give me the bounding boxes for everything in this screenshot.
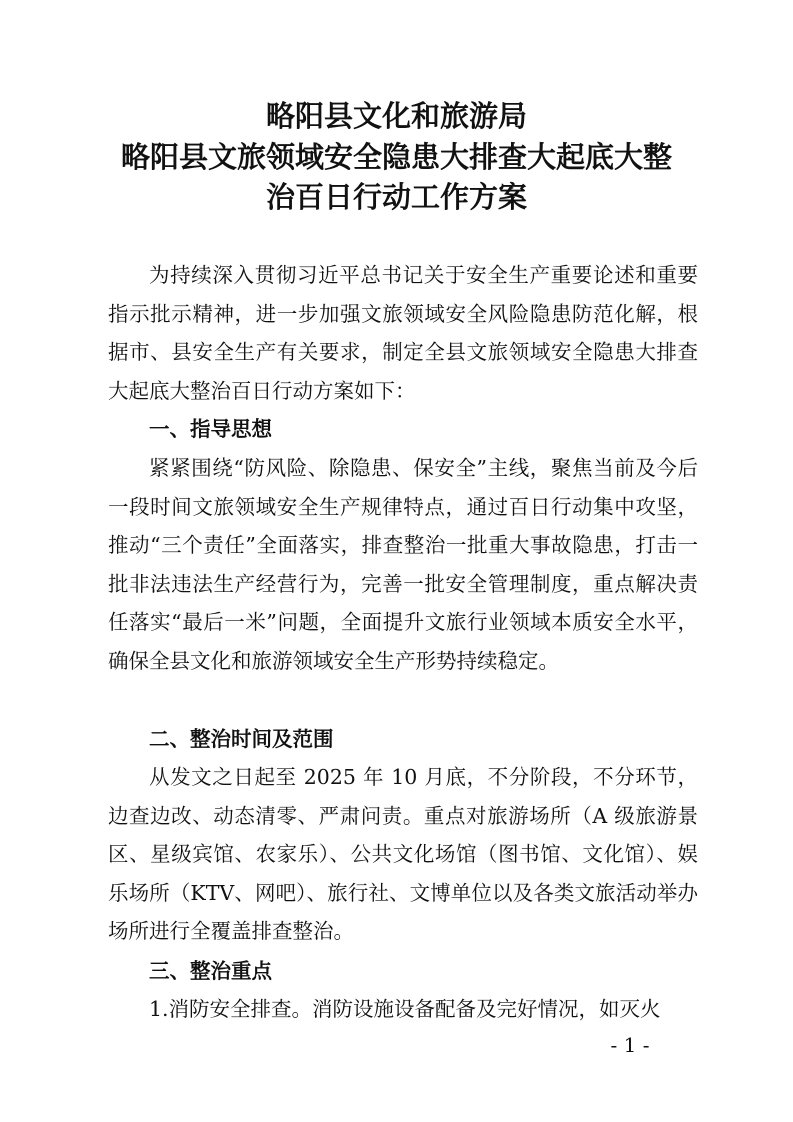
section-heading-guiding-thought: 一、指导思想 (149, 417, 272, 441)
document-title-line-1: 略阳县文化和旅游局 (265, 99, 527, 133)
section-heading-key-points: 三、整治重点 (149, 959, 272, 983)
intro-paragraph: 为持续深入贯彻习近平总书记关于安全生产重要论述和重要指示批示精神，进一步加强文旅领域安全风险隐患防范化解，根据市、县安全生产有关要求，制定全县文旅领域安全隐患大排查大起底大整治百日行动方案如下： (108, 263, 698, 403)
section-paragraph-key-points: 1.消防安全排查。消防设施设备配备及完好情况，如灭火 (149, 997, 661, 1021)
page-number: - 1 - (610, 1033, 650, 1057)
section-heading-time-and-scope: 二、整治时间及范围 (149, 727, 334, 751)
document-title-line-3: 治百日行动工作方案 (265, 180, 527, 214)
section-paragraph-guiding-thought: 紧紧围绕“防风险、除隐患、保安全”主线，聚焦当前及今后一段时间文旅领域安全生产规律特点，通过百日行动集中攻坚，推动“三个责任”全面落实，排查整治一批重大事故隐患，打击一批非法违法生产经营行为，完善一批安全管理制度，重点解决责任落实“最后一米”问题，全面提升文旅行业领域本质安全水平，确保全县文化和旅游领域安全生产形势持续稳定。 (108, 456, 698, 673)
section-paragraph-time-and-scope: 从发文之日起至 2025 年 10 月底，不分阶段，不分环节，边查边改、动态清零、严肃问责。重点对旅游场所（A 级旅游景区、星级宾馆、农家乐）、公共文化场馆（图书馆、文化馆）、娱乐场所（KTV、网吧）、旅行社、文博单位以及各类文旅活动举办场所进行全覆盖排查整治。 (108, 765, 698, 944)
document-title-line-2: 略阳县文旅领域安全隐患大排查大起底大整 (120, 140, 672, 174)
